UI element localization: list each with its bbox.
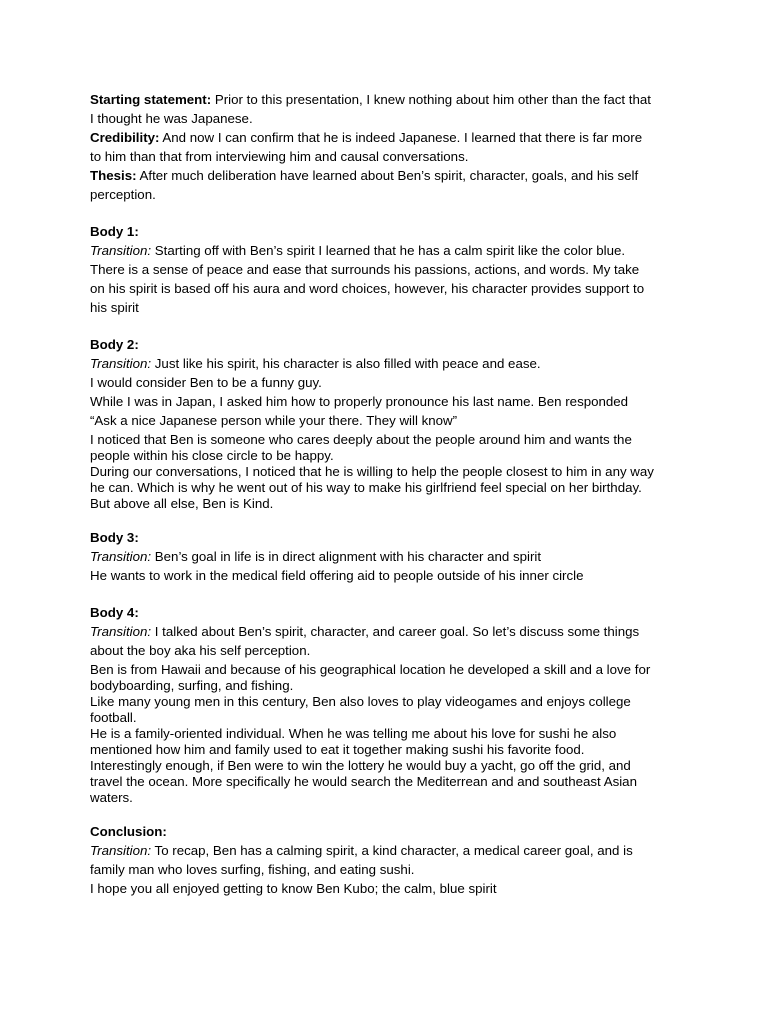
conclusion-transition-text: To recap, Ben has a calming spirit, a kind character, a medical career goal, and is bbox=[151, 843, 633, 858]
body2-transition-line bbox=[90, 356, 700, 375]
body3-transition-text: Ben’s goal in life is in direct alignment with his character and spirit bbox=[151, 549, 542, 564]
conclusion-section bbox=[90, 824, 700, 900]
body3-section bbox=[90, 530, 700, 587]
thesis-line-2: perception. bbox=[90, 187, 156, 202]
body4-line: about the boy aka his self perception. bbox=[90, 643, 311, 658]
body1-line: There is a sense of peace and ease that surrounds his passions, actions, and words. My take bbox=[90, 262, 640, 277]
body4-line: football. bbox=[90, 710, 137, 725]
conclusion-transition-line bbox=[90, 843, 700, 862]
starting-statement-line-2: I thought he was Japanese. bbox=[90, 111, 253, 126]
body2-line: I would consider Ben to be a funny guy. bbox=[90, 375, 322, 390]
intro-section bbox=[90, 92, 700, 206]
body3-transition-label: Transition: bbox=[90, 549, 152, 564]
body1-line: on his spirit is based off his aura and word choices, however, his character provides support to bbox=[90, 281, 645, 296]
starting-statement-text: Prior to this presentation, I knew nothing about him other than the fact that bbox=[211, 92, 651, 107]
body4-line: travel the ocean. More specifically he would search the Mediterrean and and southeast Asian bbox=[90, 774, 637, 789]
body4-heading: Body 4: bbox=[90, 605, 139, 620]
body4-line: waters. bbox=[90, 790, 133, 805]
body1-transition-line bbox=[90, 243, 700, 262]
conclusion-transition-label: Transition: bbox=[90, 843, 152, 858]
body4-transition-text: I talked about Ben’s spirit, character, and career goal. So let’s discuss some things bbox=[151, 624, 640, 639]
body1-line: Starting off with Ben’s spirit I learned that he has a calm spirit like the color blue. bbox=[151, 243, 626, 258]
body2-line: While I was in Japan, I asked him how to properly pronounce his last name. Ben responded bbox=[90, 394, 629, 409]
body2-line: “Ask a nice Japanese person while your there. They will know” bbox=[90, 413, 458, 428]
body2-transition-label: Transition: bbox=[90, 356, 152, 371]
body4-line: Like many young men in this century, Ben also loves to play videogames and enjoys college bbox=[90, 694, 631, 709]
thesis-label: Thesis: bbox=[90, 168, 137, 183]
body1-heading: Body 1: bbox=[90, 224, 139, 239]
credibility-label: Credibility: bbox=[90, 130, 160, 145]
body2-line: I noticed that Ben is someone who cares deeply about the people around him and wants the bbox=[90, 432, 632, 447]
body4-transition-label: Transition: bbox=[90, 624, 152, 639]
body3-line: He wants to work in the medical field offering aid to people outside of his inner circle bbox=[90, 568, 584, 583]
body3-transition-line bbox=[90, 549, 700, 568]
body1-transition-label: Transition: bbox=[90, 243, 152, 258]
body4-line: Ben is from Hawaii and because of his geographical location he developed a skill and a love for bbox=[90, 662, 651, 677]
body4-line: bodyboarding, surfing, and fishing. bbox=[90, 678, 294, 693]
credibility-line-2: to him than that from interviewing him and causal conversations. bbox=[90, 149, 469, 164]
credibility-line bbox=[90, 130, 700, 149]
thesis-line bbox=[90, 168, 700, 187]
body1-section bbox=[90, 224, 700, 319]
starting-statement-label: Starting statement: bbox=[90, 92, 212, 107]
conclusion-line: family man who loves surfing, fishing, and eating sushi. bbox=[90, 862, 415, 877]
starting-statement-line bbox=[90, 92, 700, 111]
body2-heading: Body 2: bbox=[90, 337, 139, 352]
body2-line: he can. Which is why he went out of his way to make his girlfriend feel special on her birthday. bbox=[90, 480, 642, 495]
body2-section bbox=[90, 337, 700, 512]
body3-heading: Body 3: bbox=[90, 530, 139, 545]
document-body bbox=[90, 92, 700, 900]
thesis-text: After much deliberation have learned about Ben’s spirit, character, goals, and his self bbox=[136, 168, 639, 183]
body4-line: He is a family-oriented individual. When he was telling me about his love for sushi he also bbox=[90, 726, 617, 741]
body2-line: But above all else, Ben is Kind. bbox=[90, 496, 274, 511]
body2-line: During our conversations, I noticed that he is willing to help the people closest to him in any way bbox=[90, 464, 654, 479]
credibility-text: And now I can confirm that he is indeed Japanese. I learned that there is far more bbox=[159, 130, 643, 145]
body4-line: mentioned how him and family used to eat it together making sushi his favorite food. bbox=[90, 742, 585, 757]
body4-line: Interestingly enough, if Ben were to win the lottery he would buy a yacht, go off the grid, and bbox=[90, 758, 631, 773]
body4-transition-line bbox=[90, 624, 700, 643]
body2-transition-text: Just like his spirit, his character is also filled with peace and ease. bbox=[151, 356, 541, 371]
body4-section bbox=[90, 605, 700, 806]
conclusion-heading: Conclusion: bbox=[90, 824, 167, 839]
body1-line: his spirit bbox=[90, 300, 139, 315]
conclusion-line: I hope you all enjoyed getting to know Ben Kubo; the calm, blue spirit bbox=[90, 881, 497, 896]
body2-line: people within his close circle to be happy. bbox=[90, 448, 334, 463]
